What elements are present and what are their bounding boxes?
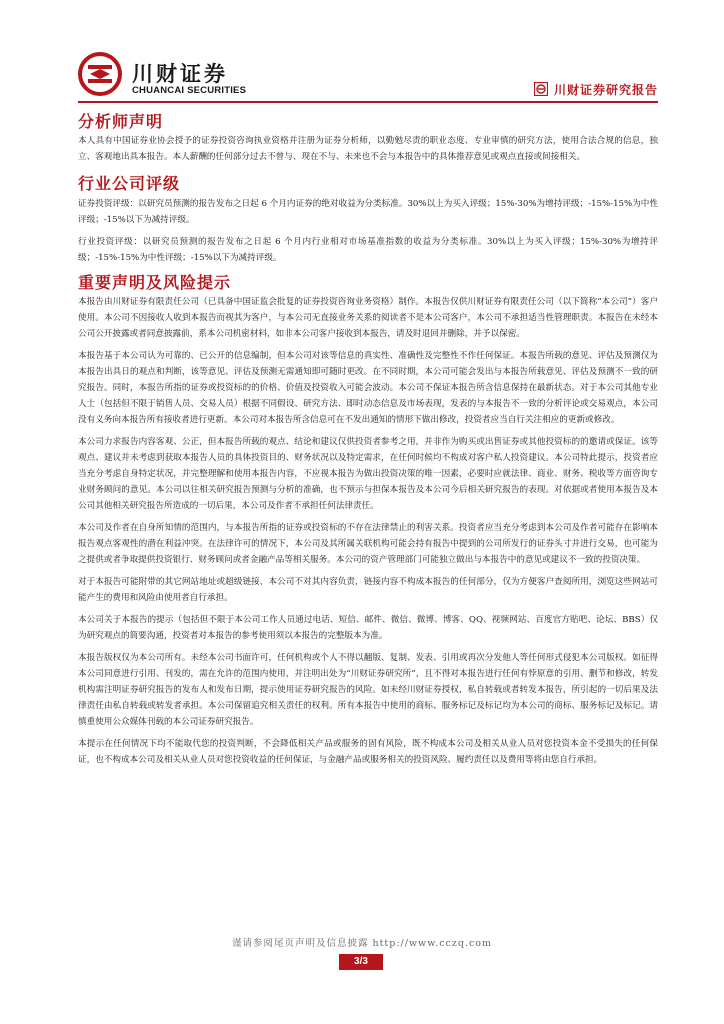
report-body — [78, 111, 658, 774]
paragraph: 证券投资评级：以研究员预测的报告发布之日起 6 个月内证券的绝对收益为分类标准。30%以上为买入评级；15%-30%为增持评级；-15%-15%为中性评级；-15%以下为减持评级。 — [78, 199, 658, 225]
small-logo-icon — [534, 82, 548, 96]
section-heading: 行业公司评级 — [78, 174, 181, 193]
paragraph: 本报告版权仅为本公司所有。未经本公司书面许可，任何机构或个人不得以翻版、复制、发表、引用或再次分发他人等任何形式侵犯本公司版权。如征得本公司同意进行引用、刊发的，需在允许的范围内使用，并注明出处为“川财证券研究所”，且不得对本报告进行任何有悖原意的引用、删节和修改，转发机构需注明证券研究报告的发布人和发布日期，提示使用证券研究报告的风险。如未经川财证券授权，私自转载或者转发本报告，所引起的一切后果及法律责任由私自转载或转发者承担。本公司保留追究相关责任的权利。所有本报告中使用的商标、服务标记及标记均为本公司的商标、服务标记及标记。请慎重使用公众媒体刊载的本公司证券研究报告。 — [78, 653, 658, 727]
header-report-label — [534, 80, 658, 98]
paragraph: 本公司及作者在自身所知情的范围内，与本报告所指的证券或投资标的不存在法律禁止的利害关系。投资者应当充分考虑到本公司及作者可能存在影响本报告观点客观性的潜在利益冲突。在法律许可的情况下，本公司及其所属关联机构可能会持有报告中提到的公司所发行的证券头寸并进行交易，也可能为之提供或者争取提供投资银行、财务顾问或者金融产品等相关服务。本公司的资产管理部门可能独立做出与本报告中的意见或建议不一致的投资决策。 — [78, 523, 658, 565]
page-header — [78, 50, 658, 102]
paragraph: 行业投资评级：以研究员预测的报告发布之日起 6 个月内行业相对市场基准指数的收益为分类标准。30%以上为买入评级；15%-30%为增持评级；-15%-15%为中性评级；-15%以下为减持评级。 — [78, 237, 658, 263]
paragraph: 本公司力求报告内容客观、公正，但本报告所载的观点、结论和建议仅供投资者参考之用，并非作为购买或出售证券或其他投资标的的邀请或保证。该等观点、建议并未考虑到获取本报告人员的具体投资目的、财务状况以及特定需求，在任何时候均不构成对客户私人投资建议。本公司特此提示，投资者应当充分考虑自身特定状况，并完整理解和使用本报告内容，不应视本报告为做出投资决策的唯一因素，必要时应就法律、商业、财务、税收等方面咨询专业财务顾问的意见。本公司以往相关研究报告预测与分析的准确，也不预示与担保本报告及本公司今后相关研究报告的表现。对依据或者使用本报告及本公司其他相关研究报告所造成的一切后果，本公司及作者不承担任何法律责任。 — [78, 437, 658, 511]
page-number: 3/3 — [339, 954, 383, 970]
analyst-statement-section — [78, 111, 658, 165]
section-heading: 重要声明及风险提示 — [78, 273, 232, 292]
section-heading: 分析师声明 — [78, 112, 164, 131]
header-title: 川财证券研究报告 — [553, 82, 658, 97]
paragraph: 对于本报告可能附带的其它网站地址或超级链接，本公司不对其内容负责，链接内容不构成本报告的任何部分，仅为方便客户查阅所用，浏览这些网站可能产生的费用和风险由使用者自行承担。 — [78, 577, 658, 603]
company-logo-icon — [78, 52, 122, 96]
paragraph: 本人具有中国证券业协会授予的证券投资咨询执业资格并注册为证券分析师，以勤勉尽责的职业态度、专业审慎的研究方法，使用合法合规的信息，独立、客观地出具本报告。本人薪酬的任何部分过去不曾与、现在不与、未来也不会与本报告中的具体推荐意见或观点直接或间接相关。 — [78, 136, 658, 162]
logo-english-name: CHUANCAI SECURITIES — [132, 85, 247, 96]
paragraph: 本报告基于本公司认为可靠的、已公开的信息编制，但本公司对该等信息的真实性、准确性及完整性不作任何保证。本报告所载的意见、评估及预测仅为本报告出具日的观点和判断，该等意见、评估及预测无需通知即可随时更改。在不同时期，本公司可能会发出与本报告所载意见、评估及预测不一致的研究报告。同时，本报告所指的证券或投资标的的价格、价值及投资收入可能会波动。本公司不保证本报告所含信息保持在最新状态。对于本公司其他专业人士（包括但不限于销售人员、交易人员）根据不同假设、研究方法、即时动态信息及市场表现，发表的与本报告不一致的分析评论或交易观点，本公司没有义务向本报告所有接收者进行更新。本公司对本报告所含信息可在不发出通知的情形下做出修改，投资者应当自行关注相应的更新或修改。 — [78, 351, 658, 425]
footer-disclaimer: 谨请参阅尾页声明及信息披露 http://www.cczq.com — [231, 938, 493, 949]
header-divider — [78, 101, 658, 103]
rating-section — [78, 173, 658, 266]
paragraph: 本提示在任何情况下均不能取代您的投资判断，不会降低相关产品或服务的固有风险，既不构成本公司及相关从业人员对您投资本金不受损失的任何保证，也不构成本公司及相关从业人员对您投资收益的任何保证，与金融产品或服务相关的投资风险、履约责任以及费用等将由您自行承担。 — [78, 739, 658, 765]
paragraph: 本报告由川财证券有限责任公司（已具备中国证监会批复的证券投资咨询业务资格）制作。本报告仅供川财证券有限责任公司（以下简称“本公司”）客户使用。本公司不因接收人收到本报告而视其为客户，与本公司无直接业务关系的阅读者不是本公司客户，本公司不承担适当性管理职责。本报告在未经本公司公开披露或者同意披露前，系本公司机密材料，如非本公司客户接收到本报告，请及时退回并删除，并予以保密。 — [78, 297, 658, 339]
disclaimer-section — [78, 272, 658, 768]
logo-chinese-name: 川财证券 — [132, 62, 228, 86]
paragraph: 本公司关于本报告的提示（包括但不限于本公司工作人员通过电话、短信、邮件、微信、微博、博客、QQ、视频网站、百度官方贴吧、论坛、BBS）仅为研究观点的简要沟通，投资者对本报告的参考使用须以本报告的完整版本为准。 — [78, 615, 658, 641]
